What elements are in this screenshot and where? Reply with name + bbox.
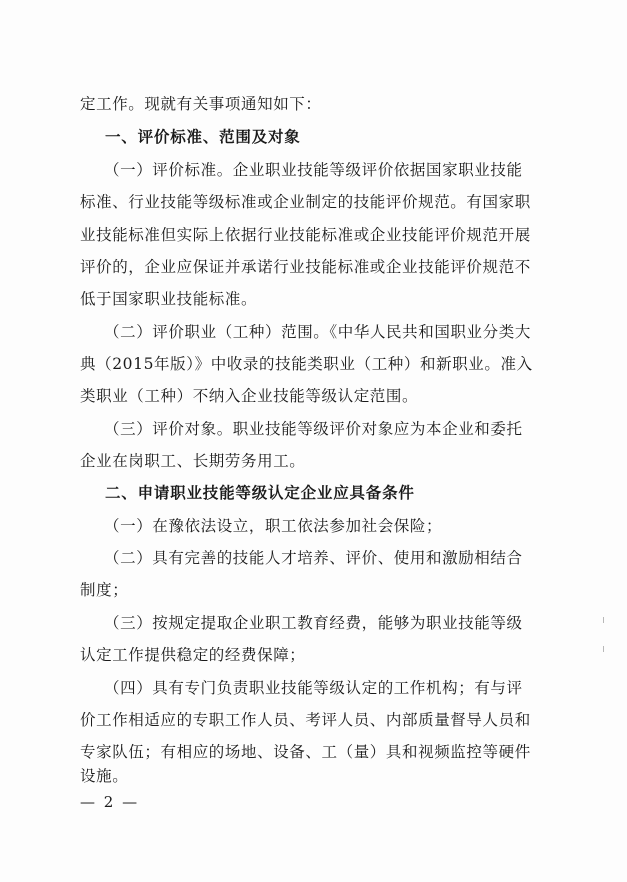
page-number: — 2 —	[80, 793, 140, 811]
paragraph-line: （一）评价标准。企业职业技能等级评价依据国家职业技能	[104, 161, 523, 179]
paragraph-line: 制度；	[80, 581, 129, 599]
paragraph-line: （二）具有完善的技能人才培养、评价、使用和激励相结合	[104, 549, 523, 567]
scan-speck	[603, 646, 604, 652]
paragraph-line: （四）具有专门负责职业技能等级认定的工作机构；有与评	[104, 679, 523, 697]
scan-speck	[603, 617, 604, 623]
section-heading: 二、申请职业技能等级认定企业应具备条件	[105, 484, 415, 502]
paragraph-line: （二）评价职业（工种）范围。《中华人民共和国职业分类大	[104, 323, 531, 341]
paragraph-line: 价工作相适应的专职工作人员、考评人员、内部质量督导人员和	[80, 711, 531, 729]
paragraph-line: 评价的，企业应保证并承诺行业技能标准或企业技能评价规范不	[80, 258, 531, 276]
paragraph-line: 认定工作提供稳定的经费保障；	[80, 646, 306, 664]
paragraph-line: （三）按规定提取企业职工教育经费，能够为职业技能等级	[104, 614, 523, 632]
paragraph-line: 定工作。现就有关事项通知如下：	[80, 95, 322, 113]
paragraph-line: 类职业（工种）不纳入企业技能等级认定范围。	[80, 387, 419, 405]
section-heading: 一、评价标准、范围及对象	[105, 128, 301, 146]
paragraph-line: 专家队伍；有相应的场地、设备、工（量）具和视频监控等硬件	[80, 743, 531, 761]
paragraph-line: （三）评价对象。职业技能等级评价对象应为本企业和委托	[104, 420, 523, 438]
paragraph-line: （一）在豫依法设立，职工依法参加社会保险；	[104, 517, 443, 535]
paragraph-line: 标准、行业技能等级标准或企业制定的技能评价规范。有国家职	[80, 193, 531, 211]
paragraph-line: 企业在岗职工、长期劳务用工。	[80, 452, 306, 470]
paragraph-line: 设施。	[80, 767, 129, 785]
paragraph-line: 低于国家职业技能标准。	[80, 290, 258, 308]
paragraph-line: 典（2015年版）》中收录的技能类职业（工种）和新职业。准入	[80, 355, 533, 373]
paragraph-line: 业技能标准但实际上依据行业技能标准或企业技能评价规范开展	[80, 226, 531, 244]
